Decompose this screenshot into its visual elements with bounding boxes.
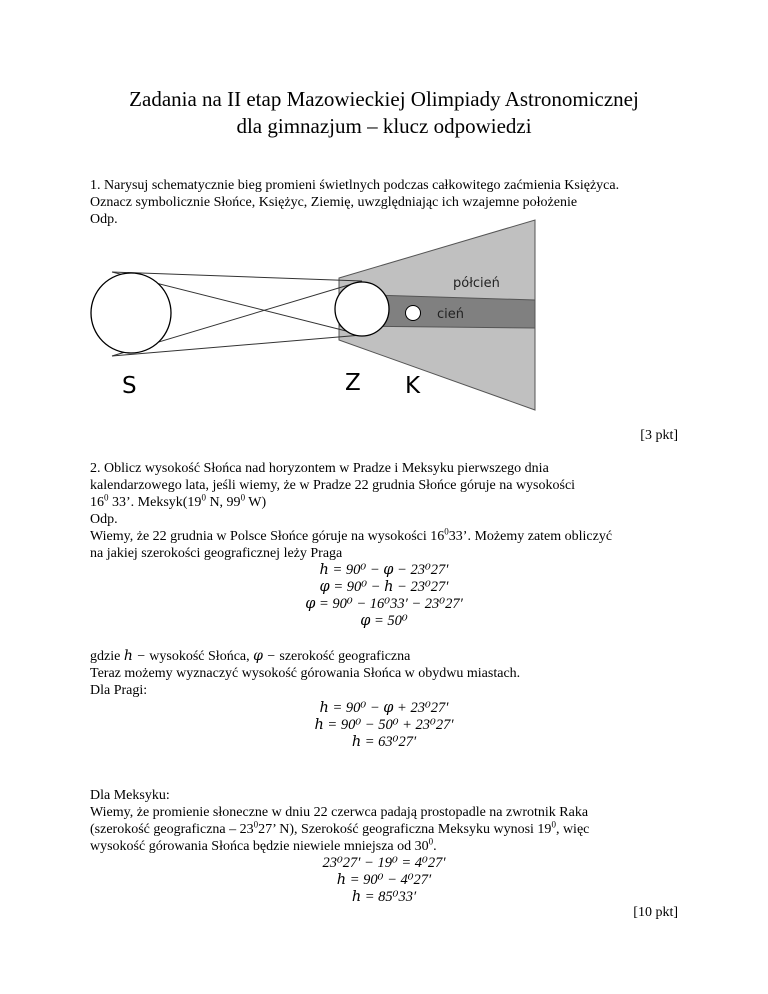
text: (szerokość geograficzna – 23	[90, 822, 254, 837]
task2-line-10: Wiemy, że promienie słoneczne w dniu 22 czerwca padają prostopadle na zwrotnik Raka	[90, 805, 589, 820]
text: 16	[90, 495, 104, 510]
label-umbra: cień	[437, 307, 464, 322]
task2-points: [10 pkt]	[633, 905, 678, 920]
degree: 0	[253, 819, 259, 830]
task2-line-12	[90, 838, 690, 855]
text: .	[433, 839, 437, 854]
task2-text-3	[90, 787, 690, 855]
degree: 0	[444, 526, 449, 537]
task1-line-1: 1. Narysuj schematycznie bieg promieni świetlnych podczas całkowitego zaćmienia Księżyca.	[90, 178, 620, 193]
task1-line-3: Odp.	[90, 212, 118, 227]
equation: ℎ = 85⁰33′	[351, 889, 417, 905]
equation: ℎ = 90⁰ − 4⁰27′	[336, 872, 432, 888]
label-moon: K	[405, 373, 421, 399]
earth-circle	[335, 282, 389, 336]
label-sun: S	[122, 373, 137, 399]
title-line-2: dla gimnazjum – klucz odpowiedzi	[236, 114, 532, 138]
equation: ℎ = 90⁰ − 𝜑 − 23⁰27′	[319, 562, 449, 578]
equation: 𝜑 = 90⁰ − 16⁰33′ − 23⁰27′	[305, 596, 463, 612]
task2-line-8: Dla Pragi:	[90, 683, 148, 698]
equation: 23⁰27′ − 19⁰ = 4⁰27′	[322, 855, 446, 871]
equation: 𝜑 = 90⁰ − ℎ − 23⁰27′	[319, 579, 449, 595]
task2-line-9: Dla Meksyku:	[90, 788, 170, 803]
degree: 0	[551, 819, 556, 830]
degree: 0	[201, 492, 206, 503]
label-earth: Z	[345, 370, 361, 396]
moon-circle	[406, 306, 421, 321]
task2-text-2	[90, 648, 690, 699]
equation-block-1	[0, 562, 768, 630]
task2-line-4: Odp.	[90, 512, 118, 527]
title-line-1: Zadania na II etap Mazowieckiej Olimpiady Astronomicznej	[129, 87, 639, 111]
degree: 0	[428, 836, 434, 847]
text: W)	[245, 495, 267, 510]
text: 27’ N), Szerokość geograficzna Meksyku wynosi 19	[258, 822, 552, 837]
task2-line-11	[90, 821, 690, 838]
degree: 0	[104, 492, 109, 503]
legend-line	[90, 648, 690, 665]
equation-block-2	[0, 700, 768, 751]
equation-block-3	[0, 855, 768, 906]
text: wysokość górowania Słońca będzie niewiele mniejsza od 30	[90, 839, 429, 854]
text: wysokość Słońca,	[145, 649, 254, 664]
task1-points: [3 pkt]	[640, 428, 678, 443]
text: , więc	[555, 822, 590, 837]
task2-line-1: 2. Oblicz wysokość Słońca nad horyzontem w Pradze i Meksyku pierwszego dnia	[90, 461, 549, 476]
equation: ℎ = 90⁰ − 𝜑 + 23⁰27′	[319, 700, 449, 716]
task2-line-5	[90, 528, 690, 545]
sun-circle	[91, 273, 171, 353]
task2-line-6: na jakiej szerokości geograficznej leży Praga	[90, 546, 343, 561]
symbol: ℎ −	[123, 649, 146, 664]
text: N, 99	[205, 495, 241, 510]
equation: ℎ = 90⁰ − 50⁰ + 23⁰27′	[314, 717, 454, 733]
text: szerokość geograficzna	[275, 649, 411, 664]
task2-line-3	[90, 494, 690, 511]
degree: 0	[240, 492, 246, 503]
equation: ℎ = 63⁰27′	[351, 734, 417, 750]
symbol: 𝜑 −	[253, 649, 276, 664]
equation: 𝜑 = 50⁰	[360, 613, 408, 629]
text: 33’. Meksyk(19	[108, 495, 202, 510]
text: 33’. Możemy zatem obliczyć	[448, 529, 613, 544]
text: gdzie	[90, 649, 124, 664]
task2-text	[90, 460, 690, 562]
text: Wiemy, że 22 grudnia w Polsce Słońce góruje na wysokości 16	[90, 529, 445, 544]
task1-line-2: Oznacz symbolicznie Słońce, Księżyc, Ziemię, uwzględniając ich wzajemne położenie	[90, 195, 578, 210]
task2-line-7: Teraz możemy wyznaczyć wysokość górowania Słońca w obydwu miastach.	[90, 666, 521, 681]
task2-line-2: kalendarzowego lata, jeśli wiemy, że w Pradze 22 grudnia Słońce góruje na wysokości	[90, 478, 576, 493]
label-penumbra: półcień	[453, 276, 500, 291]
